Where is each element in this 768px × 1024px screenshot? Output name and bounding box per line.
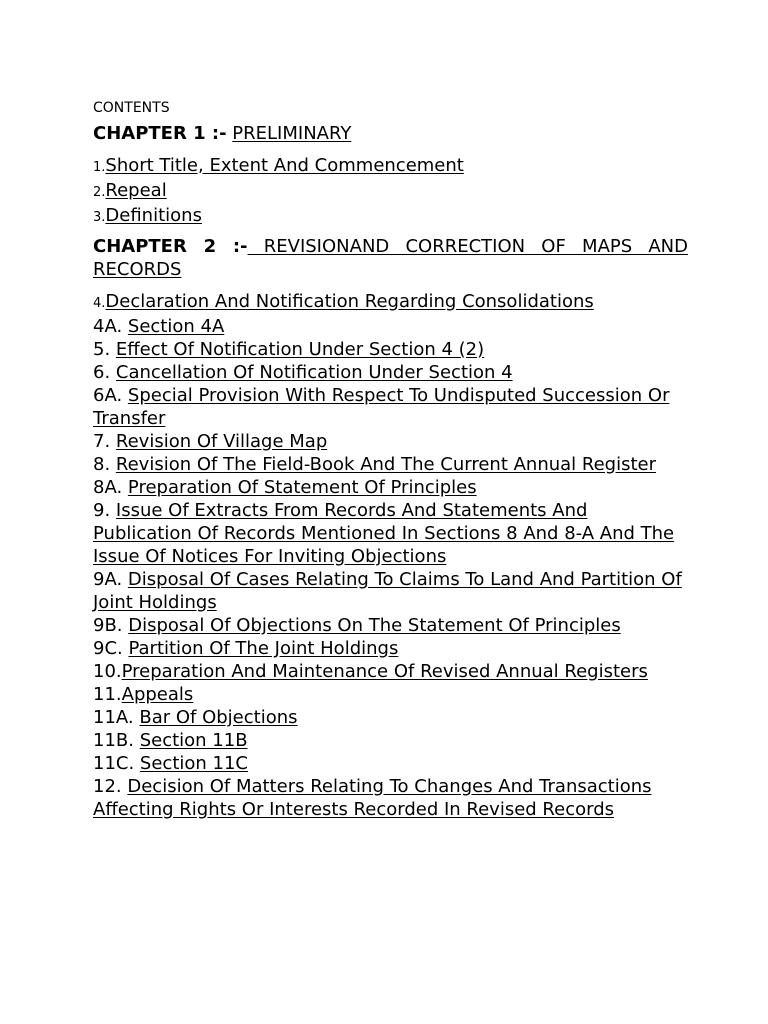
toc-item-10 (93, 660, 688, 683)
chapter-1-toc (93, 154, 688, 229)
toc-item-number: 3. (93, 209, 106, 225)
toc-item-11 (93, 683, 688, 706)
toc-item-9a (93, 568, 688, 614)
toc-item-8 (93, 453, 688, 476)
toc-item-9 (93, 499, 688, 568)
toc-item-number: 9B. (93, 614, 129, 636)
toc-item-link[interactable]: Special Provision With Respect To Undisputed Succession Or Transfer (93, 384, 670, 429)
toc-item-3 (93, 204, 688, 229)
toc-item-6 (93, 361, 688, 384)
toc-item-link[interactable]: Cancellation Of Notification Under Section 4 (115, 361, 513, 383)
toc-item-link[interactable]: Disposal Of Cases Relating To Claims To Land And Partition Of Joint Holdings (93, 568, 682, 613)
toc-item-6a (93, 384, 688, 430)
toc-item-1 (93, 154, 688, 179)
chapter-1-title-link[interactable]: PRELIMINARY (232, 123, 352, 144)
toc-item-number: 9. (93, 499, 116, 521)
toc-item-number: 4. (93, 295, 106, 311)
toc-item-number: 6A. (93, 384, 128, 406)
toc-item-11c (93, 752, 688, 775)
toc-item-link[interactable]: Decision Of Matters Relating To Changes And Transactions Affecting Rights Or Interests Recorded In Revised Records (93, 775, 652, 820)
toc-item-2 (93, 179, 688, 204)
toc-item-link[interactable]: Bar Of Objections (139, 706, 298, 728)
toc-item-link[interactable]: Effect Of Notification Under Section 4 (2) (115, 338, 485, 360)
toc-item-link[interactable]: Section 11B (139, 729, 248, 751)
toc-item-number: 11A. (93, 706, 140, 728)
toc-item-link[interactable]: Revision Of The Field-Book And The Current Annual Register (115, 453, 656, 475)
toc-item-number: 9A. (93, 568, 128, 590)
toc-item-number: 7. (93, 430, 116, 452)
toc-item-11b (93, 729, 688, 752)
toc-item-number: 11C. (93, 752, 140, 774)
toc-item-link[interactable]: Disposal Of Objections On The Statement Of Principles (128, 614, 621, 636)
chapter-1-heading (93, 122, 688, 146)
toc-item-link[interactable]: Revision Of Village Map (115, 430, 328, 452)
toc-item-number: 10. (93, 660, 122, 682)
contents-page (93, 98, 688, 821)
toc-item-number: 11B. (93, 729, 140, 751)
toc-item-number: 1. (93, 159, 106, 175)
toc-item-number: 2. (93, 184, 106, 200)
toc-item-4a (93, 315, 688, 338)
toc-item-number: 6. (93, 361, 116, 383)
toc-item-link[interactable]: Section 4A (127, 315, 225, 337)
toc-item-7 (93, 430, 688, 453)
toc-item-number: 12. (93, 775, 128, 797)
toc-item-link[interactable]: Preparation Of Statement Of Principles (127, 476, 477, 498)
toc-item-number: 8A. (93, 476, 128, 498)
toc-item-link[interactable]: Appeals (121, 683, 194, 705)
chapter-2-heading (93, 235, 688, 282)
toc-item-link[interactable]: Preparation And Maintenance Of Revised Annual Registers (121, 660, 648, 682)
toc-item-link[interactable]: Section 11C (139, 752, 248, 774)
chapter-2-title-link[interactable]: REVISIONAND CORRECTION OF MAPS AND RECORDS (93, 235, 689, 280)
chapter-2-toc (93, 290, 688, 821)
toc-item-link[interactable]: Declaration And Notification Regarding Consolidations (105, 290, 594, 312)
contents-heading: CONTENTS (93, 100, 170, 116)
toc-item-number: 9C. (93, 637, 129, 659)
chapter-1-label: CHAPTER 1 :- (93, 123, 227, 144)
toc-item-link[interactable]: Issue Of Extracts From Records And Statements And Publication Of Records Mentioned In Sections 8 And 8-A And The Issue Of Notices For Inviting Objections (93, 499, 675, 567)
toc-item-5 (93, 338, 688, 361)
toc-item-4 (93, 290, 688, 315)
toc-item-number: 5. (93, 338, 116, 360)
chapter-2-label: CHAPTER 2 :- (93, 235, 248, 257)
toc-item-9c (93, 637, 688, 660)
toc-item-number: 8. (93, 453, 116, 475)
toc-item-link[interactable]: Short Title, Extent And Commencement (105, 154, 464, 176)
toc-item-number: 11. (93, 683, 122, 705)
toc-item-8a (93, 476, 688, 499)
toc-item-12 (93, 775, 688, 821)
toc-item-number: 4A. (93, 315, 128, 337)
toc-item-11a (93, 706, 688, 729)
toc-item-9b (93, 614, 688, 637)
toc-item-link[interactable]: Repeal (105, 179, 167, 201)
toc-item-link[interactable]: Partition Of The Joint Holdings (128, 637, 399, 659)
toc-item-link[interactable]: Definitions (105, 204, 202, 226)
